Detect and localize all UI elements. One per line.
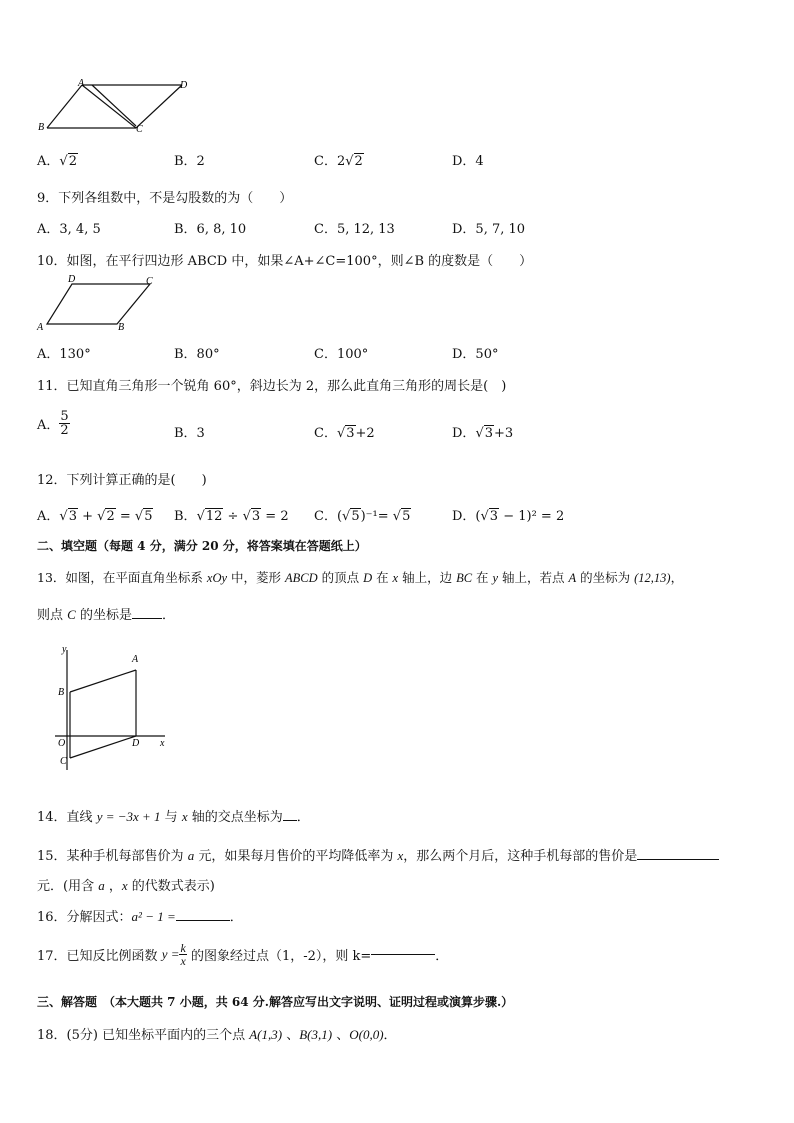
- q11-option-a: A． $\frac{5}{2}$: [37, 409, 69, 438]
- q10-option-c: C．100°: [314, 347, 369, 362]
- q9-option-a: A．3, 4, 5: [37, 222, 101, 237]
- q10-option-d: D．50°: [452, 347, 499, 362]
- q8-option-b: B．2: [174, 154, 205, 169]
- q8-option-a: A．√2: [37, 154, 77, 169]
- q15-answer-blank: [637, 859, 719, 860]
- q13-question-line1: 13．如图，在平面直角坐标系 xOy 中，菱形 ABCD 的顶点 D 在 x 轴上，边 BC 在 y 轴上，若点 A 的坐标为 (12,13)，: [37, 570, 684, 585]
- section-3-heading: 三、解答题 （本大题共 7 小题，共 64 分.解答应写出文字说明、证明过程或演算步骤.）: [37, 995, 514, 1009]
- q15-question-line2: 元．(用含 a ，x 的代数式表示): [37, 878, 215, 894]
- q8-label-c: C: [136, 124, 143, 135]
- q13-label-d: D: [132, 738, 140, 749]
- q13-figure: [50, 640, 180, 775]
- q10-label-c: C: [146, 276, 153, 287]
- q10-question: 10．如图，在平行四边形 ABCD 中，如果∠A+∠C=100°，则∠B 的度数是（ ）: [37, 254, 533, 269]
- q13-label-x: x: [160, 738, 165, 749]
- q10-label-a: A: [37, 322, 44, 333]
- q11-option-d: D．√3+3: [452, 426, 514, 441]
- q8-figure: [32, 78, 202, 136]
- q9-option-c: C．5, 12, 13: [314, 222, 395, 237]
- q10-figure: [32, 272, 162, 334]
- q13-label-o: O: [58, 738, 66, 749]
- q13-answer-blank: [132, 618, 162, 619]
- section-2-heading: 二、填空题（每题 4 分，满分 20 分，将答案填在答题纸上）: [37, 539, 367, 553]
- q10-option-a: A．130°: [37, 347, 91, 362]
- q11-option-c: C．√3+2: [314, 426, 375, 441]
- q13-label-c: C: [60, 756, 67, 767]
- q18-question: 18．(5分) 已知坐标平面内的三个点 A(1,3) 、B(3,1) 、O(0,0)．: [37, 1027, 397, 1043]
- q9-option-d: D．5, 7, 10: [452, 222, 526, 237]
- q16-answer-blank: [176, 920, 230, 921]
- q11-option-b: B．3: [174, 426, 205, 441]
- q14-question: 14．直线 y = −3x + 1 与 x 轴的交点坐标为 ．: [37, 809, 310, 825]
- q10-label-d: D: [68, 274, 76, 285]
- q11-question: 11．已知直角三角形一个锐角 60°，斜边长为 2，那么此直角三角形的周长是( ): [37, 379, 507, 394]
- q9-option-b: B．6, 8, 10: [174, 222, 247, 237]
- q12-option-b: B．√12 ÷ √3 = 2: [174, 509, 289, 524]
- q13-label-b: B: [58, 687, 65, 698]
- q10-option-b: B．80°: [174, 347, 220, 362]
- q8-option-d: D．4: [452, 154, 484, 169]
- q8-label-d: D: [180, 80, 188, 91]
- q13-label-a: A: [132, 654, 139, 665]
- q8-label-a: A: [78, 78, 85, 89]
- q12-question: 12．下列计算正确的是( ): [37, 473, 207, 488]
- q15-question-line1: 15．某种手机每部售价为 a 元，如果每月售价的平均降低率为 x，那么两个月后，这种手机每部的售价是: [37, 845, 719, 864]
- q10-label-b: B: [118, 322, 125, 333]
- q16-question: 16．分解因式：a² − 1 = ．: [37, 909, 243, 925]
- q13-label-y: y: [62, 644, 67, 655]
- q8-option-c: C．2√2: [314, 154, 363, 169]
- q12-option-d: D．(√3 − 1)² = 2: [452, 509, 565, 524]
- q8-label-b: B: [38, 122, 45, 133]
- q12-option-a: A．√3 + √2 = √5: [37, 509, 153, 524]
- q14-answer-blank: [283, 820, 297, 821]
- q17-answer-blank: [371, 954, 435, 955]
- q17-question: 17．已知反比例函数 y = $\frac{k}{x}$ 的图象经过点（1，-2），则 k= ．: [37, 941, 449, 968]
- q12-option-c: C．(√5)⁻¹= √5: [314, 509, 411, 524]
- q9-question: 9．下列各组数中，不是勾股数的为（ ）: [37, 191, 293, 206]
- q13-question-line2: 则点 C 的坐标是 ．: [37, 607, 175, 623]
